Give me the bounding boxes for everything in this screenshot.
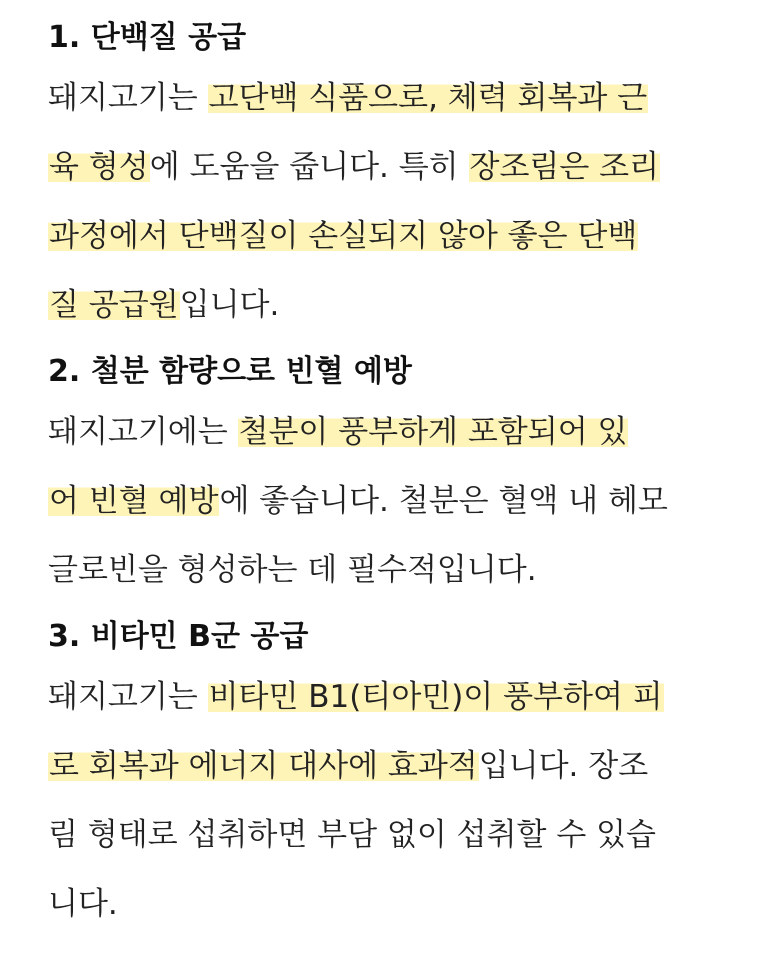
section-heading: 2. 철분 함량으로 빈혈 예방: [48, 354, 412, 389]
plain-text: 입니다. 장조: [478, 748, 649, 784]
highlighted-text: 육 형성: [49, 149, 149, 185]
section-vitamin-b: [48, 611, 768, 939]
paragraph-line: [48, 801, 768, 870]
plain-text: 돼지고기에는: [48, 414, 238, 450]
paragraph-line: [48, 536, 768, 605]
plain-text: 니다.: [48, 886, 118, 922]
section-iron: [48, 346, 768, 605]
section-protein: [48, 12, 768, 340]
highlighted-text: 철분이 풍부하게 포함되어 있: [238, 414, 628, 450]
plain-text: 입니다.: [179, 287, 280, 323]
paragraph-line: [48, 133, 768, 202]
paragraph-line: [48, 398, 768, 467]
paragraph-line: [48, 870, 768, 939]
plain-text: 림 형태로 섭취하면 부담 없이 섭취할 수 있습: [48, 817, 657, 853]
plain-text: 에 좋습니다. 철분은 혈액 내 헤모: [219, 483, 668, 519]
paragraph-line: [48, 732, 768, 801]
plain-text: 글로빈을 형성하는 데 필수적입니다.: [48, 552, 537, 588]
highlighted-text: 고단백 식품으로, 체력 회복과 근: [208, 80, 648, 116]
paragraph-line: [48, 202, 768, 271]
highlighted-text: 장조림은 조리: [469, 149, 660, 185]
plain-text: 돼지고기는: [48, 80, 208, 116]
paragraph-line: [48, 467, 768, 536]
section-heading: 3. 비타민 B군 공급: [48, 619, 309, 654]
paragraph-line: [48, 271, 768, 340]
paragraph-line: [48, 64, 768, 133]
section-heading: 1. 단백질 공급: [48, 20, 247, 55]
highlighted-text: 비타민 B1(티아민)이 풍부하여 피: [208, 679, 663, 715]
paragraph-line: [48, 663, 768, 732]
plain-text: 돼지고기는: [48, 679, 208, 715]
highlighted-text: 과정에서 단백질이 손실되지 않아 좋은 단백: [49, 218, 638, 254]
highlighted-text: 로 회복과 에너지 대사에 효과적: [49, 748, 478, 784]
plain-text: 에 도움을 줍니다. 특히: [149, 149, 469, 185]
highlighted-text: 질 공급원: [49, 287, 179, 323]
highlighted-text: 어 빈혈 예방: [49, 483, 219, 519]
